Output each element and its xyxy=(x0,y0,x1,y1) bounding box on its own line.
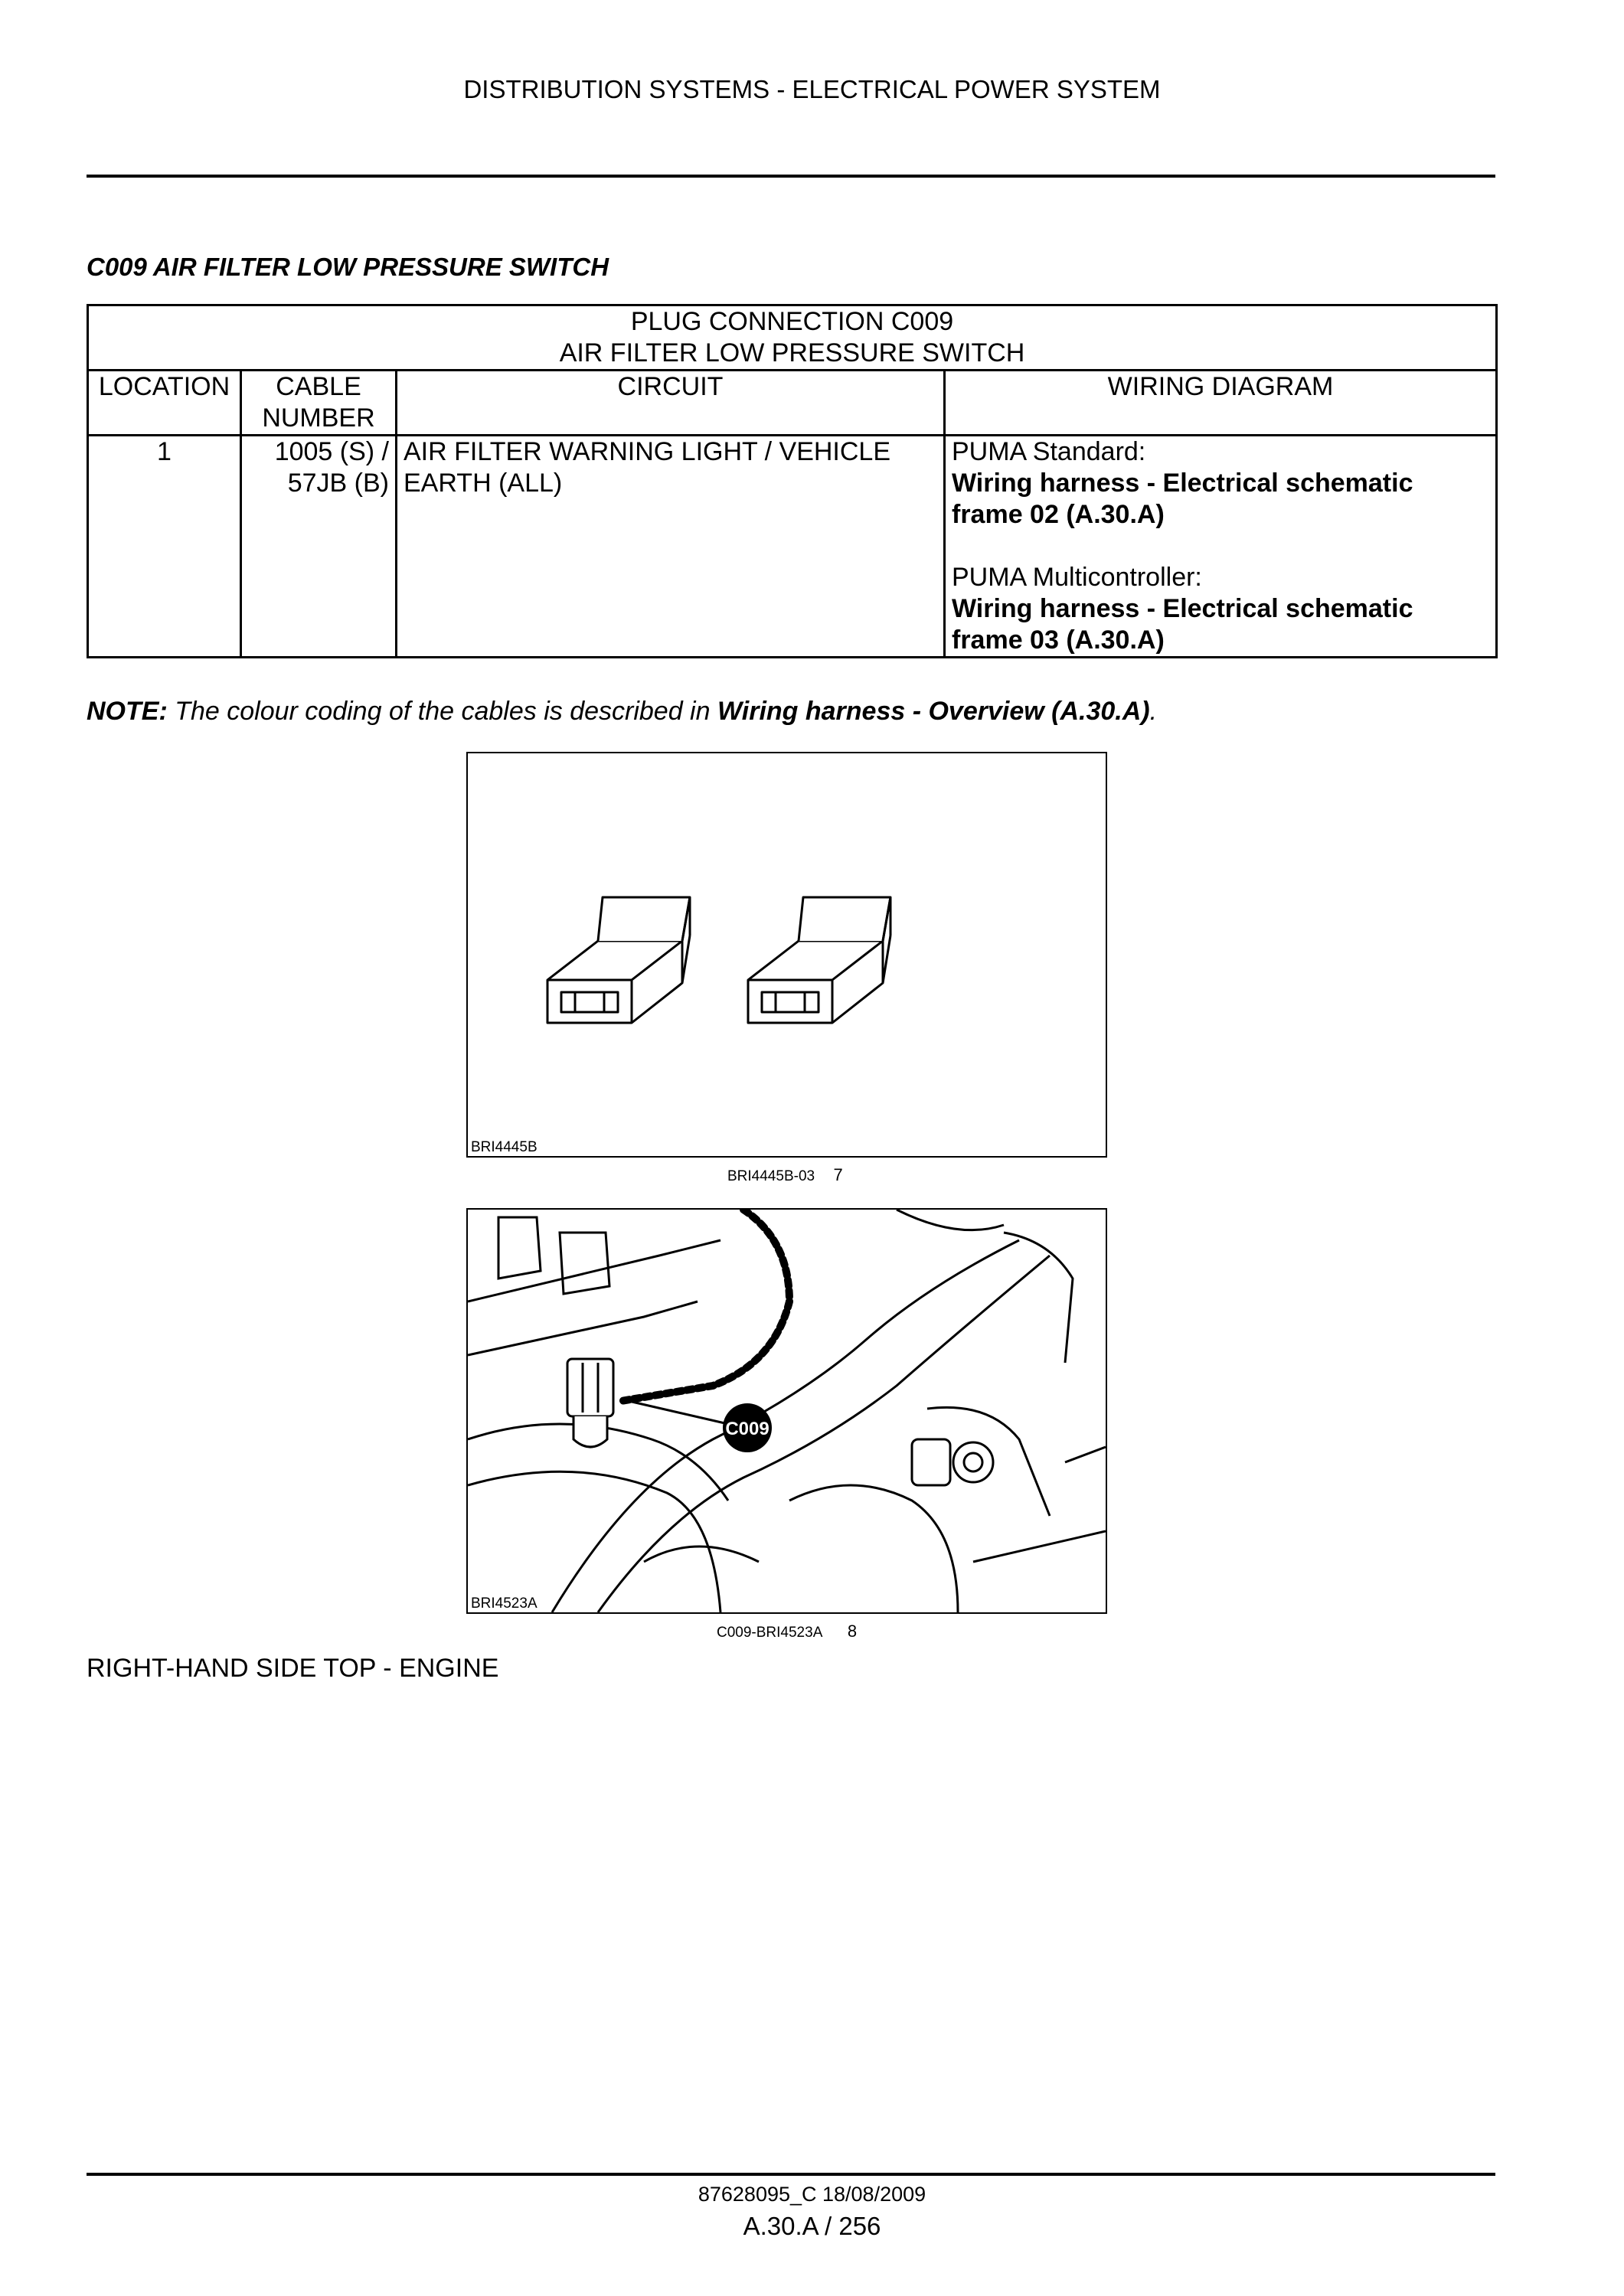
cable-line-1: 1005 (S) / xyxy=(274,437,389,466)
bolt-icon xyxy=(912,1439,993,1485)
header-location: LOCATION xyxy=(88,371,241,436)
wiring-standard-label: PUMA Standard: xyxy=(952,437,1146,466)
connector-right-icon xyxy=(748,897,890,1023)
header-wiring-diagram: WIRING DIAGRAM xyxy=(945,371,1497,436)
table-title-line-1: PLUG CONNECTION C009 xyxy=(630,307,954,336)
table-title-row xyxy=(88,305,1497,371)
table-row xyxy=(88,436,1497,658)
table-header-row xyxy=(88,371,1497,436)
figure-7-id: BRI4445B xyxy=(471,1139,538,1155)
location-caption: RIGHT-HAND SIDE TOP - ENGINE xyxy=(87,1654,499,1683)
note-text: The colour coding of the cables is described in xyxy=(167,697,717,726)
plug-connection-table xyxy=(87,304,1498,658)
cell-location: 1 xyxy=(88,436,241,658)
header-divider xyxy=(87,175,1495,178)
table-title-line-2: AIR FILTER LOW PRESSURE SWITCH xyxy=(559,338,1025,367)
figure-7-number: 7 xyxy=(833,1165,843,1184)
footer-divider xyxy=(87,2173,1495,2176)
figure-connectors xyxy=(466,752,1107,1158)
page-number: A.30.A / 256 xyxy=(743,2212,881,2240)
header-cable-line-2: NUMBER xyxy=(262,403,375,433)
note-link[interactable]: Wiring harness - Overview (A.30.A) xyxy=(717,697,1150,726)
figure-8-ref: C009-BRI4523A xyxy=(717,1625,823,1641)
figure-7-ref: BRI4445B-03 xyxy=(727,1168,815,1184)
circuit-line-2: EARTH (ALL) xyxy=(404,469,563,498)
wiring-standard-link-line-2[interactable]: frame 02 (A.30.A) xyxy=(952,500,1165,529)
cell-cable-number xyxy=(241,436,397,658)
wiring-standard-link-line-1[interactable]: Wiring harness - Electrical schematic xyxy=(952,469,1413,498)
header-cable-number xyxy=(241,371,397,436)
section-title: C009 AIR FILTER LOW PRESSURE SWITCH xyxy=(87,253,609,281)
header-cable-line-1: CABLE xyxy=(276,372,361,401)
figure-8-id: BRI4523A xyxy=(471,1595,538,1612)
figure-8-caption xyxy=(717,1622,857,1641)
spacer xyxy=(952,531,1489,562)
table-title xyxy=(88,305,1497,371)
pressure-switch-icon xyxy=(567,1359,613,1447)
cable-line-2: 57JB (B) xyxy=(287,469,389,498)
callout-c009-text: C009 xyxy=(725,1419,770,1439)
cell-circuit xyxy=(397,436,945,658)
document-id: 87628095_C 18/08/2009 xyxy=(698,2183,926,2206)
cell-wiring-diagram xyxy=(945,436,1497,658)
note-end: . xyxy=(1149,697,1158,726)
wiring-multicontroller-link-line-1[interactable]: Wiring harness - Electrical schematic xyxy=(952,594,1413,623)
page-header: DISTRIBUTION SYSTEMS - ELECTRICAL POWER SYSTEM xyxy=(463,75,1161,103)
connector-illustration xyxy=(468,753,1106,1156)
engine-illustration xyxy=(468,1210,1106,1612)
wiring-multicontroller-label: PUMA Multicontroller: xyxy=(952,563,1202,592)
wiring-harness xyxy=(621,1210,789,1401)
note xyxy=(87,697,1157,727)
connector-left-icon xyxy=(547,897,690,1023)
note-label: NOTE: xyxy=(87,697,168,726)
figure-7-caption xyxy=(727,1165,843,1185)
wiring-multicontroller-link-line-2[interactable]: frame 03 (A.30.A) xyxy=(952,625,1165,655)
figure-engine xyxy=(466,1208,1107,1614)
header-circuit: CIRCUIT xyxy=(397,371,945,436)
figure-8-number: 8 xyxy=(847,1622,858,1641)
circuit-line-1: AIR FILTER WARNING LIGHT / VEHICLE xyxy=(404,437,891,466)
